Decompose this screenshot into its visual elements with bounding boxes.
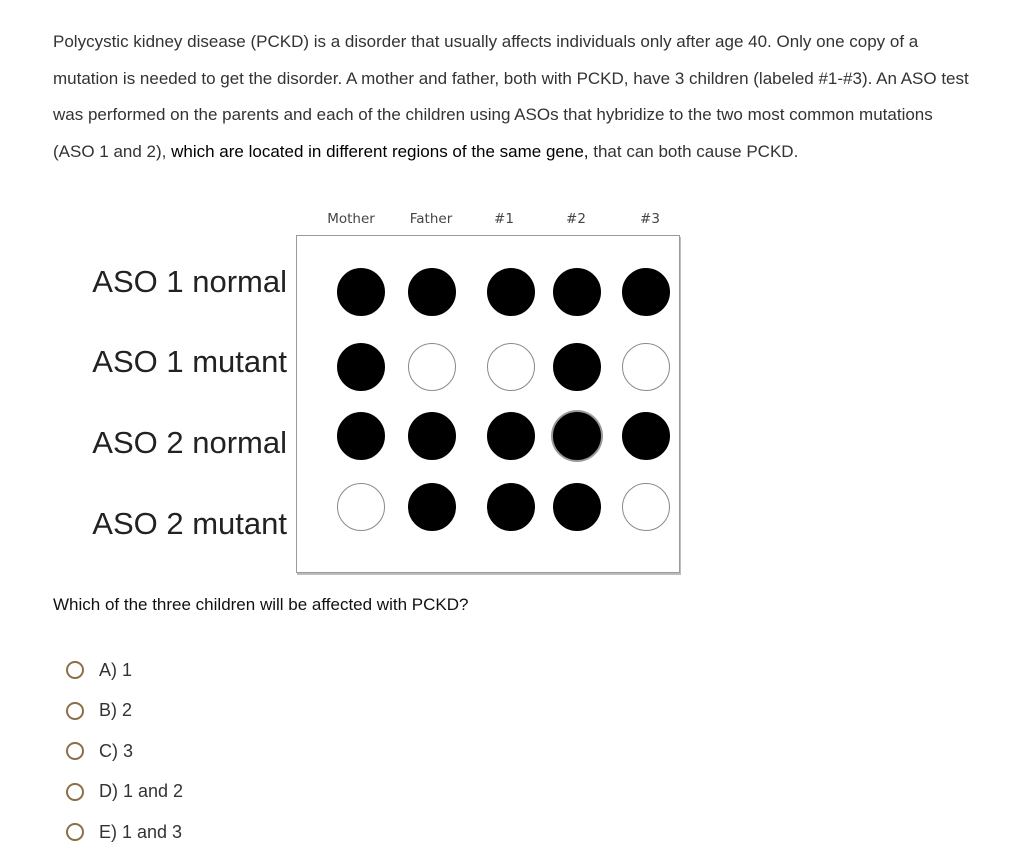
- choice-label-c[interactable]: C) 3: [99, 740, 134, 761]
- dot-aso1-mutant-mother: [337, 343, 385, 391]
- choice-label-b[interactable]: B) 2: [99, 700, 133, 721]
- row-label-aso2-normal: ASO 2 normal: [92, 425, 287, 460]
- stem-text-2: that can both cause PCKD.: [588, 141, 799, 161]
- dot-aso1-normal-father: [408, 268, 456, 316]
- dot-aso1-mutant-father: [408, 343, 456, 391]
- dot-aso1-normal-mother: [337, 268, 385, 316]
- radio-button-c[interactable]: [66, 742, 84, 760]
- choice-d[interactable]: [66, 772, 183, 813]
- stem-text-1: Polycystic kidney disease (PCKD) is a disorder that usually affects individuals only after age 40. Only one copy of a mutation is needed to get the disorder. A mother and father, both with PCKD, have 3 children (labeled #1-#3). An ASO test was performed on the parents and each of the children using ASOs that hybridize to the two most common mutations (ASO 1 and 2),: [53, 32, 969, 161]
- answer-choices: [66, 650, 183, 853]
- choice-a[interactable]: [66, 650, 183, 691]
- dot-aso2-normal-child-1: [487, 412, 535, 460]
- choice-label-d[interactable]: D) 1 and 2: [99, 781, 184, 802]
- dot-aso1-normal-child-1: [487, 268, 535, 316]
- radio-button-a[interactable]: [66, 661, 84, 679]
- question-stem: [53, 24, 973, 170]
- row-label-aso1-mutant: ASO 1 mutant: [92, 344, 287, 379]
- radio-button-b[interactable]: [66, 702, 84, 720]
- dot-aso2-normal-mother: [337, 412, 385, 460]
- dot-aso1-mutant-child-3: [622, 343, 670, 391]
- column-header-father: Father: [409, 211, 453, 227]
- choice-e[interactable]: [66, 812, 183, 853]
- choice-label-a[interactable]: A) 1: [99, 659, 133, 680]
- question-text: Which of the three children will be affected with PCKD?: [53, 595, 469, 614]
- dot-aso1-mutant-child-1: [487, 343, 535, 391]
- dot-aso2-mutant-mother: [337, 483, 385, 531]
- dot-aso1-mutant-child-2: [553, 343, 601, 391]
- radio-button-e[interactable]: [66, 823, 84, 841]
- dot-aso2-mutant-child-3: [622, 483, 670, 531]
- column-header-child-3: #3: [640, 211, 660, 227]
- column-header-child-2: #2: [566, 211, 586, 227]
- choice-c[interactable]: [66, 731, 183, 772]
- column-header-mother: Mother: [327, 211, 375, 227]
- stem-text-emphasis: which are located in different regions of the same gene,: [171, 141, 589, 161]
- choice-b[interactable]: [66, 691, 183, 732]
- dot-aso1-normal-child-2: [553, 268, 601, 316]
- dot-aso1-normal-child-3: [622, 268, 670, 316]
- dot-aso2-normal-child-2: [553, 412, 601, 460]
- row-label-aso2-mutant: ASO 2 mutant: [92, 506, 287, 541]
- row-label-aso1-normal: ASO 1 normal: [92, 264, 287, 299]
- choice-label-e[interactable]: E) 1 and 3: [99, 821, 183, 842]
- dot-aso2-mutant-child-1: [487, 483, 535, 531]
- dot-aso2-normal-child-3: [622, 412, 670, 460]
- dot-aso2-mutant-father: [408, 483, 456, 531]
- radio-button-d[interactable]: [66, 783, 84, 801]
- column-header-child-1: #1: [494, 211, 514, 227]
- dot-aso2-normal-father: [408, 412, 456, 460]
- dot-aso2-mutant-child-2: [553, 483, 601, 531]
